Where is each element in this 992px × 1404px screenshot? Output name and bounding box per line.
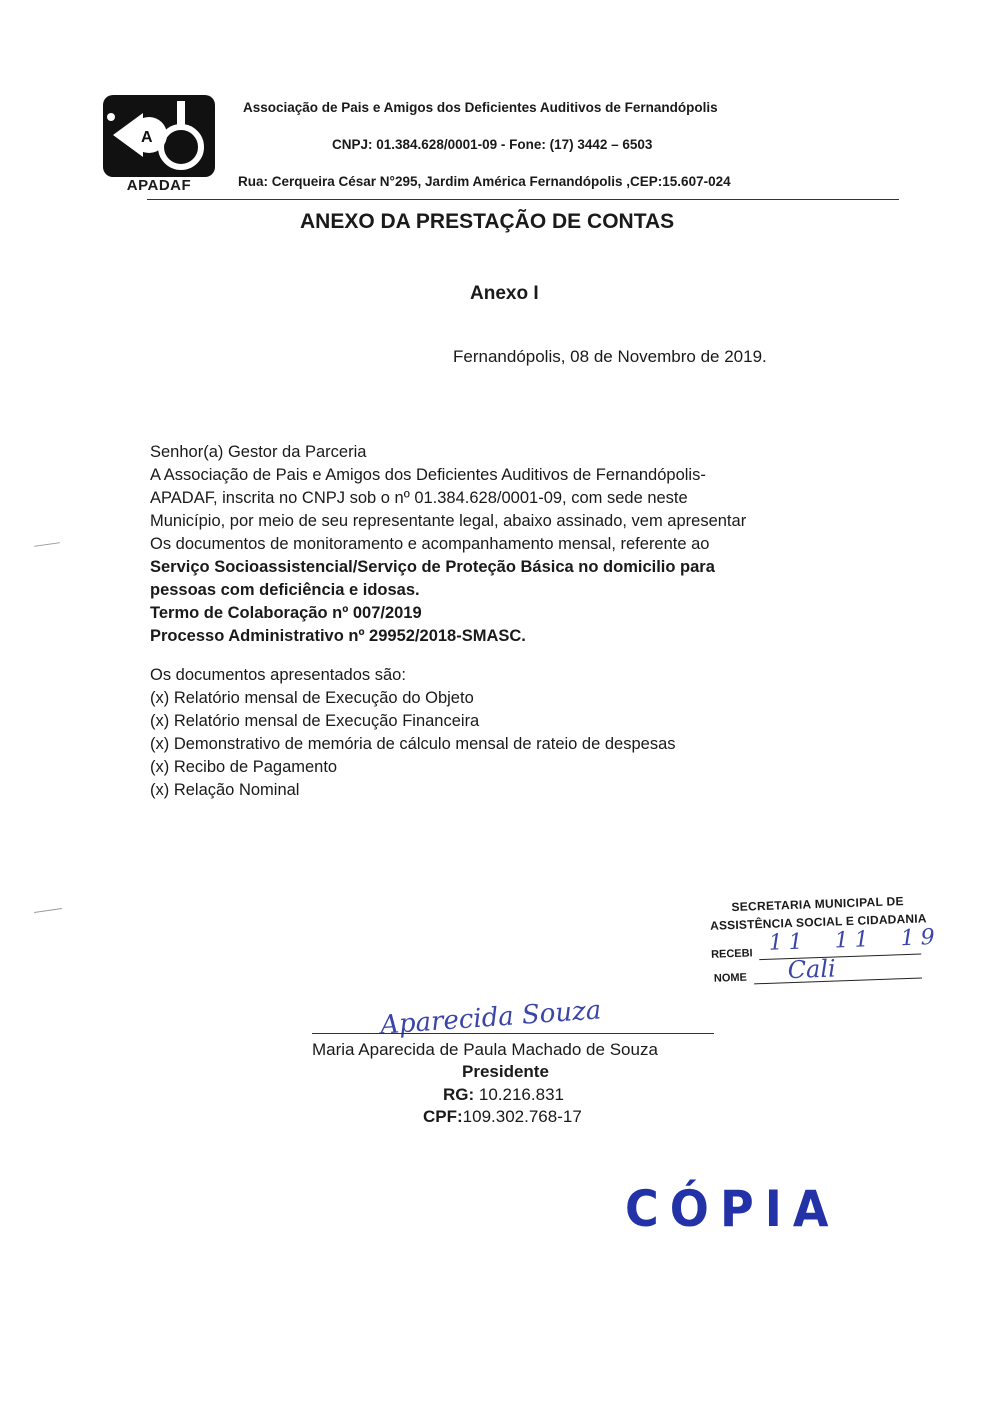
- apadaf-logo: [103, 95, 215, 195]
- rg-label: RG:: [443, 1085, 475, 1104]
- document-date: Fernandópolis, 08 de Novembro de 2019.: [453, 347, 767, 366]
- organization-address: Rua: Cerqueira César N°295, Jardim América Fernandópolis ,CEP:15.607-024: [238, 174, 731, 189]
- body-line: Os documentos de monitoramento e acompanhamento mensal, referente ao: [150, 535, 710, 553]
- stamp-nome-line: [754, 977, 922, 984]
- stamp-line2: ASSISTÊNCIA SOCIAL E CIDADANIA: [709, 911, 927, 933]
- documents-list: [150, 664, 870, 802]
- signatory-rg: [443, 1085, 564, 1105]
- document-subtitle: Anexo I: [470, 283, 539, 304]
- stamp-line1: SECRETARIA MUNICIPAL DE: [731, 894, 905, 915]
- scan-mark: [34, 908, 62, 913]
- stamp-nome-value: Cali: [787, 954, 837, 985]
- logo-text: APADAF: [126, 177, 192, 194]
- cpf-value: 109.302.768-17: [462, 1107, 582, 1126]
- stamp-nome-label: NOME: [713, 971, 748, 985]
- list-item: (x) Recibo de Pagamento: [150, 758, 338, 776]
- body-line: A Associação de Pais e Amigos dos Deficientes Auditivos de Fernandópolis-: [150, 466, 706, 484]
- salutation: Senhor(a) Gestor da Parceria: [150, 443, 367, 461]
- ear-emblem-icon: [103, 95, 215, 177]
- organization-cnpj-phone: CNPJ: 01.384.628/0001-09 - Fone: (17) 3442 – 6503: [332, 137, 653, 152]
- scan-mark: [34, 542, 60, 547]
- body-line: Município, por meio de seu representante legal, abaixo assinado, vem apresentar: [150, 512, 747, 530]
- signatory-cpf: [423, 1107, 582, 1127]
- stamp-recebi-label: RECEBI: [710, 947, 753, 961]
- list-item: (x) Demonstrativo de memória de cálculo mensal de rateio de despesas: [150, 735, 676, 753]
- signature-line: [312, 1033, 714, 1034]
- copy-stamp: CÓPIA: [625, 1180, 840, 1238]
- termo-colaboracao: Termo de Colaboração nº 007/2019: [150, 604, 422, 622]
- service-name: Serviço Socioassistencial/Serviço de Proteção Básica no domicilio para: [150, 558, 715, 576]
- list-item: (x) Relação Nominal: [150, 781, 300, 799]
- stamp-recebi-date: 11 11 19: [768, 924, 942, 956]
- header-divider: [147, 199, 899, 200]
- handwritten-signature: Aparecida Souza: [379, 995, 603, 1041]
- cpf-label: CPF:: [423, 1107, 463, 1126]
- processo-administrativo: Processo Administrativo nº 29952/2018-SMASC.: [150, 627, 526, 645]
- letter-body: [150, 441, 870, 648]
- list-item: (x) Relatório mensal de Execução do Objeto: [150, 689, 474, 707]
- received-stamp: [705, 887, 942, 1005]
- body-line: APADAF, inscrita no CNPJ sob o nº 01.384.628/0001-09, com sede neste: [150, 489, 688, 507]
- signatory-name: Maria Aparecida de Paula Machado de Souza: [312, 1040, 658, 1059]
- svg-text:A: A: [141, 129, 153, 146]
- list-item: (x) Relatório mensal de Execução Financeira: [150, 712, 480, 730]
- signatory-role: Presidente: [462, 1062, 549, 1081]
- organization-name: Associação de Pais e Amigos dos Deficientes Auditivos de Fernandópolis: [243, 100, 718, 115]
- document-title: ANEXO DA PRESTAÇÃO DE CONTAS: [300, 210, 675, 233]
- logo-emblem: [103, 95, 215, 177]
- service-name-cont: pessoas com deficiência e idosas.: [150, 581, 420, 599]
- rg-value: 10.216.831: [474, 1085, 564, 1104]
- documents-intro: Os documentos apresentados são:: [150, 666, 406, 684]
